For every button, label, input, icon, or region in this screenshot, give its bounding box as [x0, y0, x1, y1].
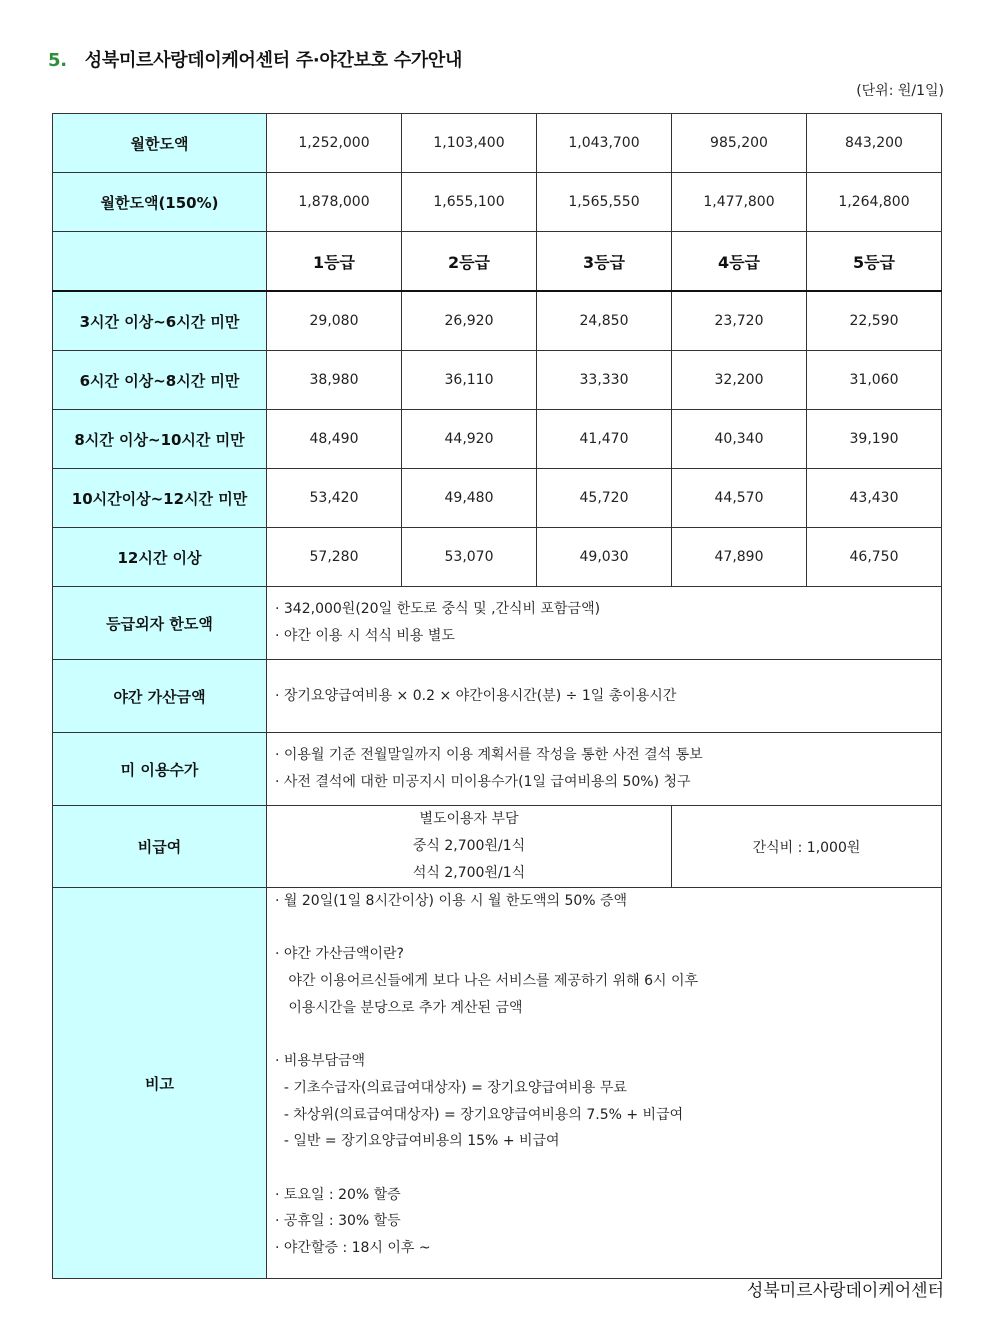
table-cell: 49,030	[537, 528, 672, 587]
table-cell: 1,252,000	[267, 114, 402, 173]
grade-header: 4등급	[672, 232, 807, 292]
table-cell: 43,430	[807, 469, 942, 528]
non-covered-row	[53, 806, 942, 888]
table-row	[53, 528, 942, 587]
remark-line: - 일반 = 장기요양급여비용의 15% + 비급여	[275, 1133, 560, 1150]
table-row	[53, 291, 942, 351]
remark-line: · 야간할증 : 18시 이후 ~	[275, 1240, 431, 1257]
row-header: 8시간 이상~10시간 미만	[53, 410, 267, 469]
meal-line: 석식 2,700원/1식	[412, 865, 526, 881]
fee-table	[52, 113, 942, 1279]
remark-line: - 차상위(의료급여대상자) = 장기요양급여비용의 7.5% + 비급여	[275, 1106, 684, 1123]
table-row	[53, 469, 942, 528]
remark-line: 야간 이용어르신들에게 보다 나은 서비스를 제공하기 위해 6시 이후	[275, 973, 699, 990]
night-surcharge-row	[53, 660, 942, 733]
table-cell: 41,470	[537, 410, 672, 469]
note-line: · 장기요양급여비용 × 0.2 × 야간이용시간(분) ÷ 1일 총이용시간	[275, 687, 677, 704]
table-cell: 1,565,550	[537, 173, 672, 232]
empty-header-cell	[53, 232, 267, 292]
remark-line: · 비용부담금액	[275, 1053, 366, 1070]
table-cell: 26,920	[402, 291, 537, 351]
row-header: 6시간 이상~8시간 미만	[53, 351, 267, 410]
table-cell: 1,477,800	[672, 173, 807, 232]
meal-line: 별도이용자 부담	[419, 811, 519, 827]
table-cell: 1,264,800	[807, 173, 942, 232]
table-cell: 36,110	[402, 351, 537, 410]
remarks-row	[53, 888, 942, 1279]
remark-line: · 야간 가산금액이란?	[275, 946, 404, 963]
no-use-row	[53, 733, 942, 806]
table-cell: 53,070	[402, 528, 537, 587]
footer-center-name: 성북미르사랑데이케어센터	[746, 1281, 944, 1301]
monthly-limit-150-row	[53, 173, 942, 232]
monthly-limit-row	[53, 114, 942, 173]
grade-header: 2등급	[402, 232, 537, 292]
unit-label: (단위: 원/1일)	[856, 83, 944, 99]
section-number: 5.	[48, 50, 67, 71]
remark-line: · 월 20일(1일 8시간이상) 이용 시 월 한도액의 50% 증액	[275, 893, 628, 909]
row-header: 12시간 이상	[53, 528, 267, 587]
night-surcharge-cell	[267, 660, 942, 733]
grade-header: 3등급	[537, 232, 672, 292]
meal-cost-cell	[267, 806, 672, 888]
table-cell: 49,480	[402, 469, 537, 528]
table-cell: 31,060	[807, 351, 942, 410]
table-cell: 1,655,100	[402, 173, 537, 232]
no-use-cell	[267, 733, 942, 806]
table-cell: 46,750	[807, 528, 942, 587]
row-header: 3시간 이상~6시간 미만	[53, 291, 267, 351]
non-grade-cell	[267, 587, 942, 660]
remark-line: - 기초수급자(의료급여대상자) = 장기요양급여비용 무료	[275, 1079, 627, 1096]
remark-line: 이용시간을 분당으로 추가 계산된 금액	[275, 999, 523, 1016]
note-line: · 야간 이용 시 석식 비용 별도	[275, 628, 455, 644]
remark-line: · 토요일 : 20% 할증	[275, 1186, 401, 1203]
row-header: 월한도액	[53, 114, 267, 173]
row-header: 10시간이상~12시간 미만	[53, 469, 267, 528]
table-cell: 38,980	[267, 351, 402, 410]
blank-line	[275, 915, 941, 942]
table-cell: 48,490	[267, 410, 402, 469]
table-cell: 44,570	[672, 469, 807, 528]
table-cell: 1,043,700	[537, 114, 672, 173]
table-cell: 45,720	[537, 469, 672, 528]
page-title	[48, 46, 462, 72]
table-cell: 24,850	[537, 291, 672, 351]
grade-header: 1등급	[267, 232, 402, 292]
meal-line: 중식 2,700원/1식	[412, 838, 526, 854]
table-cell: 22,590	[807, 291, 942, 351]
table-cell: 32,200	[672, 351, 807, 410]
non-grade-row	[53, 587, 942, 660]
remarks-cell	[267, 888, 942, 1279]
blank-line	[275, 1155, 941, 1182]
table-cell: 1,103,400	[402, 114, 537, 173]
row-header: 비고	[53, 888, 267, 1279]
table-cell: 57,280	[267, 528, 402, 587]
table-cell: 1,878,000	[267, 173, 402, 232]
grade-header-row	[53, 232, 942, 292]
table-row	[53, 351, 942, 410]
table-cell: 40,340	[672, 410, 807, 469]
note-line: · 342,000원(20일 한도로 중식 및 ,간식비 포함금액)	[275, 601, 601, 617]
table-cell: 44,920	[402, 410, 537, 469]
note-line: · 이용월 기준 전월말일까지 이용 계획서를 작성을 통한 사전 결석 통보	[275, 747, 703, 763]
table-cell: 985,200	[672, 114, 807, 173]
snack-cost-cell: 간식비 : 1,000원	[672, 806, 942, 888]
table-cell: 53,420	[267, 469, 402, 528]
table-row	[53, 410, 942, 469]
blank-line	[275, 1022, 941, 1049]
table-cell: 47,890	[672, 528, 807, 587]
table-cell: 29,080	[267, 291, 402, 351]
row-header: 야간 가산금액	[53, 660, 267, 733]
table-cell: 23,720	[672, 291, 807, 351]
row-header: 등급외자 한도액	[53, 587, 267, 660]
note-line: · 사전 결석에 대한 미공지시 미이용수가(1일 급여비용의 50%) 청구	[275, 774, 691, 790]
row-header: 월한도액(150%)	[53, 173, 267, 232]
table-cell: 39,190	[807, 410, 942, 469]
row-header: 비급여	[53, 806, 267, 888]
table-cell: 33,330	[537, 351, 672, 410]
grade-header: 5등급	[807, 232, 942, 292]
row-header: 미 이용수가	[53, 733, 267, 806]
remark-line: · 공휴일 : 30% 할등	[275, 1213, 401, 1230]
table-cell: 843,200	[807, 114, 942, 173]
section-title: 성북미르사랑데이케어센터 주·야간보호 수가안내	[84, 50, 463, 71]
